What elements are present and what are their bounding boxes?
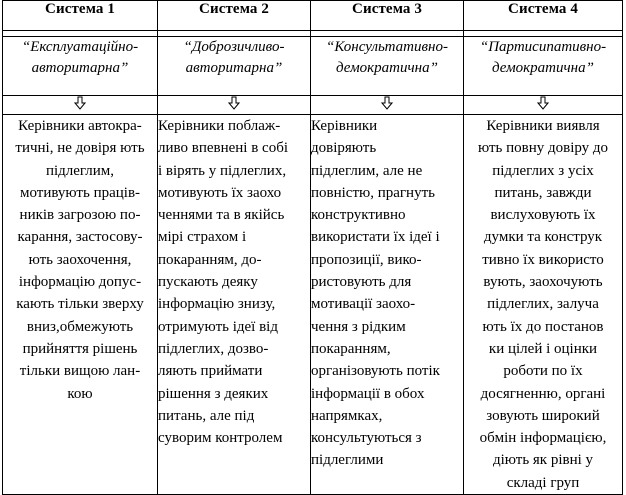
description-line: вують, заохочують	[483, 274, 603, 291]
down-arrow-icon	[381, 96, 393, 110]
down-arrow-icon	[74, 96, 86, 110]
header-row	[3, 1, 623, 31]
arrow-cell-1	[3, 96, 158, 115]
description-line: підлеглими	[311, 452, 384, 469]
system-name-4	[464, 37, 623, 96]
description-line: мотивації заохо-	[311, 296, 416, 313]
description-line: рішення з деяких	[158, 385, 269, 402]
description-line: отримують ідеї від	[158, 318, 278, 335]
description-line: вниз,обмежують	[26, 318, 134, 335]
description-system-1	[3, 115, 158, 495]
description-line: підлеглих, дозво-	[158, 340, 269, 357]
system-name-line: “Партисипативно-	[479, 39, 607, 55]
description-line: інформацію допус-	[18, 274, 142, 291]
description-line: Керівники поблаж-	[158, 118, 281, 134]
description-line: підлеглим,	[45, 162, 115, 179]
description-line: організовують потік	[311, 363, 440, 380]
description-line: Керівники виявля	[486, 118, 600, 134]
system-name-line: “Експлуатаційно-	[21, 39, 139, 55]
description-line: вислуховують їх	[490, 207, 596, 224]
arrow-cell-3	[311, 96, 464, 115]
description-line: питань, завжди	[494, 184, 592, 201]
description-line: суворим контролем	[158, 430, 283, 447]
description-system-3	[311, 115, 464, 495]
system-name-line: демократична”	[336, 60, 438, 76]
description-line: чення з рідким	[311, 318, 406, 335]
description-line: карання, застосову-	[17, 229, 143, 246]
arrow-row	[3, 96, 623, 115]
description-line: консультуються з	[311, 430, 422, 447]
description-line: тивно їх використо	[482, 251, 604, 268]
description-line: покаранням, до-	[158, 251, 262, 268]
description-line: напрямках,	[311, 407, 383, 424]
description-line: ки цілей і оцінки	[488, 340, 598, 357]
system-name-row	[3, 37, 623, 96]
header-system-2: Система 2	[158, 1, 311, 31]
description-line: використати їх ідеї і	[311, 229, 440, 246]
description-line: ють їх до постанов	[482, 318, 604, 335]
description-line: інформації в обох	[311, 385, 425, 402]
description-line: Керівники	[311, 118, 378, 134]
description-line: пускають деяку	[158, 274, 258, 291]
description-line: конструктивно	[311, 207, 406, 224]
description-line: Керівники автокра-	[18, 118, 142, 134]
description-line: ляють приймати	[158, 363, 263, 380]
system-name-line: авторитарна”	[31, 60, 129, 76]
header-system-3: Система 3	[311, 1, 464, 31]
description-line: ників загрозою по-	[19, 207, 141, 224]
header-system-1: Система 1	[3, 1, 158, 31]
description-row	[3, 115, 623, 495]
down-arrow-icon	[537, 96, 549, 110]
description-line: підлеглих, залуча	[487, 296, 599, 313]
description-line: думки та конструк	[483, 229, 603, 246]
description-system-2	[158, 115, 311, 495]
description-system-4	[464, 115, 623, 495]
description-line: ченнями та в якійсь	[158, 207, 285, 224]
description-line: довіряють	[311, 140, 377, 157]
description-line: кою	[67, 385, 93, 402]
description-line: питань, але під	[158, 407, 255, 424]
system-name-line: “Консультативно-	[326, 39, 448, 55]
description-line: покаранням,	[311, 340, 391, 357]
description-line: ристовують для	[311, 274, 412, 291]
system-name-1	[3, 37, 158, 96]
description-line: ють повну довіру до	[477, 140, 609, 157]
description-line: зовують широкий	[486, 407, 600, 424]
description-line: досягненню, органі	[480, 385, 606, 402]
description-line: мірі страхом і	[158, 229, 247, 246]
description-line: і вірять у підлеглих,	[158, 162, 287, 179]
arrow-cell-2	[158, 96, 311, 115]
description-line: повністю, прагнуть	[311, 184, 435, 201]
system-name-3	[311, 37, 464, 96]
description-line: підлеглих з усіх	[492, 162, 594, 179]
description-line: тичні, не довіря ють	[15, 140, 145, 157]
description-line: прийняття рішень	[22, 340, 138, 357]
description-line: ливо впевнені в собі	[158, 140, 289, 157]
system-name-2	[158, 37, 311, 96]
description-line: підлеглим, але не	[311, 162, 423, 179]
description-line: мотивують їх заохо	[158, 184, 282, 201]
system-name-line: демократична”	[492, 60, 594, 76]
description-line: пропозиції, вико-	[311, 251, 422, 268]
system-name-line: авторитарна”	[185, 60, 283, 76]
description-line: тільки вищою лан-	[19, 363, 141, 380]
description-line: кають тільки зверху	[16, 296, 144, 313]
description-line: ють заохочення,	[28, 251, 132, 268]
description-line: інформацію знизу,	[158, 296, 276, 313]
system-name-line: “Доброзичливо-	[183, 39, 285, 55]
management-systems-table	[2, 0, 623, 495]
arrow-cell-4	[464, 96, 623, 115]
description-line: роботи по їх	[503, 363, 583, 380]
description-line: мотивують праців-	[19, 184, 141, 201]
down-arrow-icon	[228, 96, 240, 110]
header-system-4: Система 4	[464, 1, 623, 31]
description-line: обмін інформацією,	[479, 430, 607, 447]
description-line: складі груп	[506, 474, 580, 491]
description-line: діють як рівні у	[492, 452, 594, 469]
